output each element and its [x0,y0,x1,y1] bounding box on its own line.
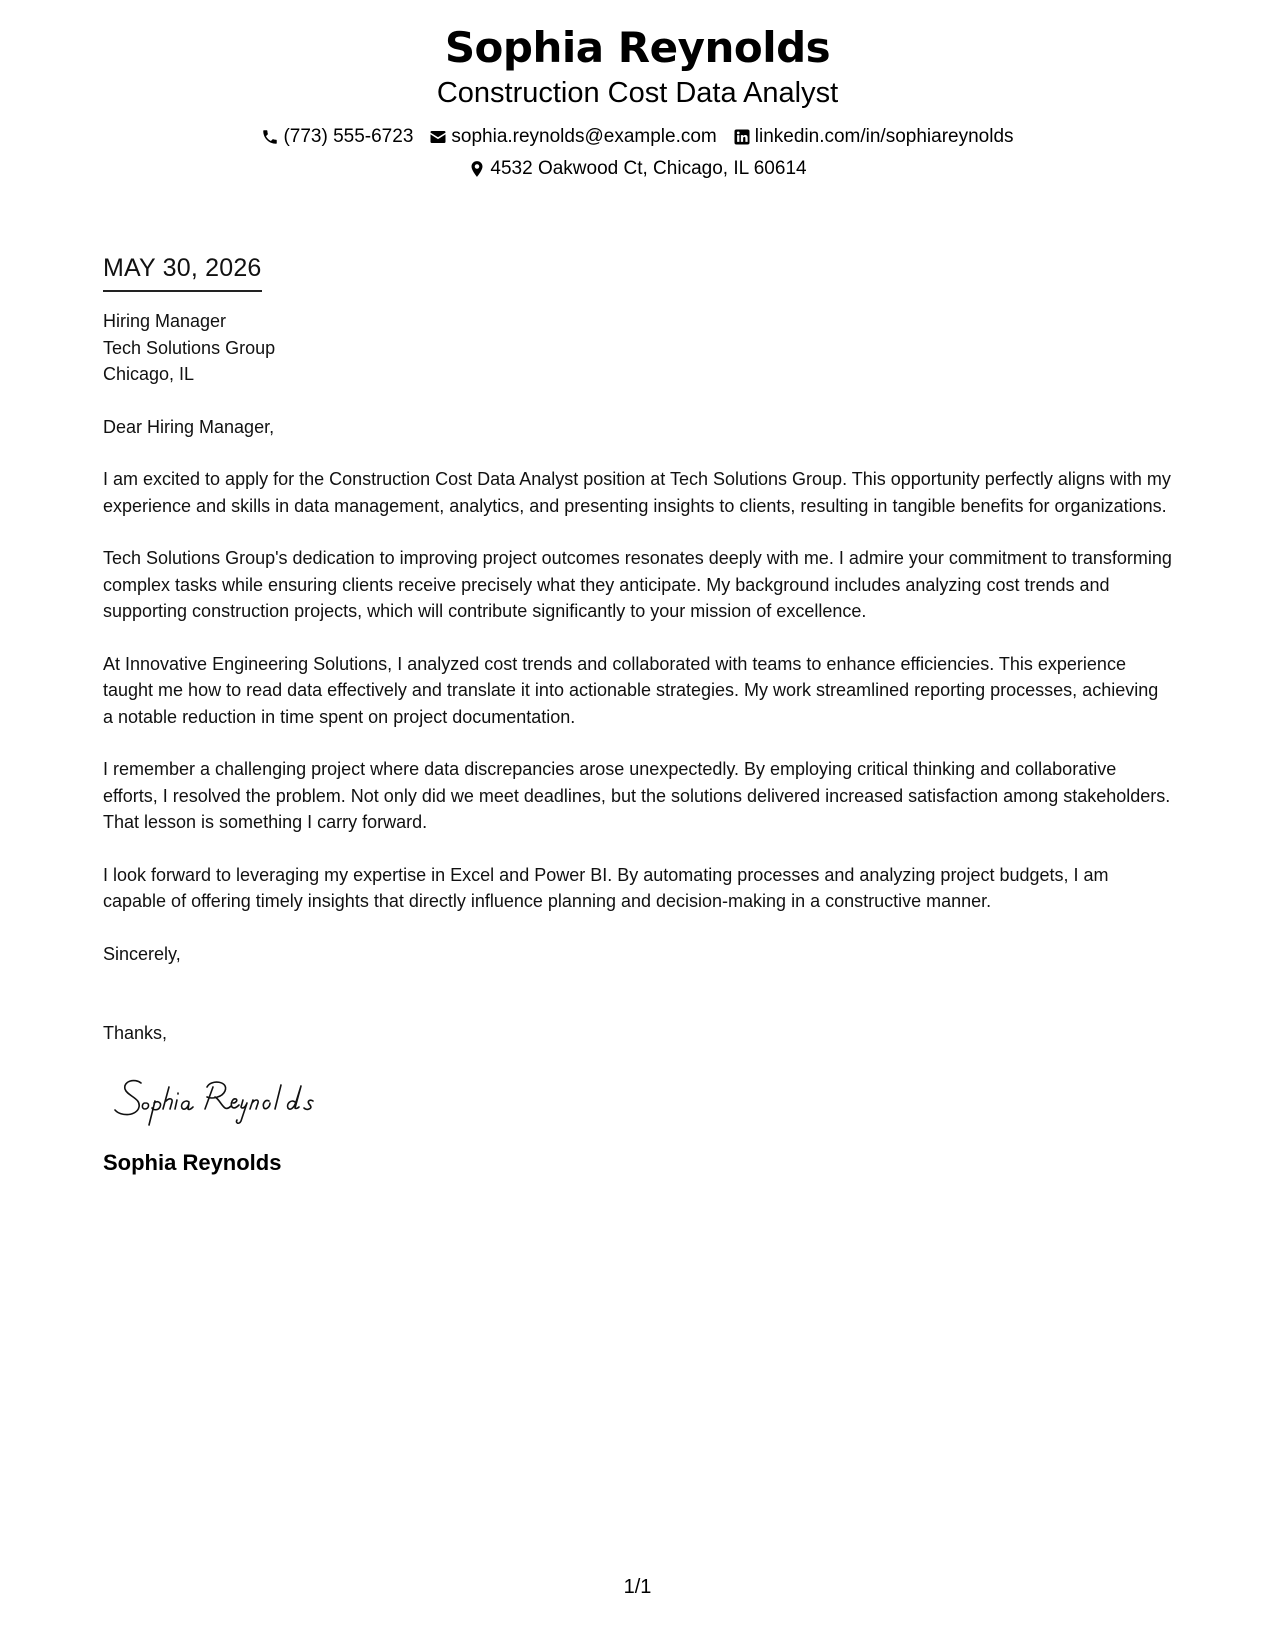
contact-linkedin[interactable] [733,124,1014,150]
signer-name: Sophia Reynolds [103,1149,282,1175]
recipient-location: Chicago, IL [103,364,195,384]
contact-address [468,156,806,182]
handwritten-signature [111,1069,371,1129]
salutation: Dear Hiring Manager, [103,416,275,437]
body-paragraph: At Innovative Engineering Solutions, I analyzed cost trends and collaborated with teams to enhance efficiencies. This experience taught me how to read data effectively and translate it into actionable strategies. My work streamlined reporting processes, achieving a notable reduction in time spent on project documentation. [103,653,1159,727]
map-marker-icon [468,160,486,178]
letterhead [0,20,1275,182]
linkedin-icon [733,128,751,146]
sender-role: Construction Cost Data Analyst [436,77,839,109]
body-paragraph: I am excited to apply for the Construction Cost Data Analyst position at Tech Solutions Group. This opportunity perfectly aligns with my experience and skills in data management, analytics, and presenting insights to clients, resulting in tangible benefits for organizations. [103,469,1171,516]
letter-date: MAY 30, 2026 [103,252,262,292]
body-paragraph: I remember a challenging project where data discrepancies arose unexpectedly. By employing critical thinking and collaborative efforts, I resolved the problem. Not only did we meet deadlines, but the solutions delivered increased satisfaction among stakeholders. That lesson is something I carry forward. [103,759,1171,832]
body-paragraph: I look forward to leveraging my expertise in Excel and Power BI. By automating processes and analyzing project budgets, I am capable of offering timely insights that directly influence planning and decision-making in a constructive manner. [103,864,1109,911]
closing: Sincerely, [103,943,181,964]
contact-phone[interactable] [261,124,413,150]
phone-icon [261,128,279,146]
recipient-title: Hiring Manager [103,311,227,331]
contact-email[interactable] [429,124,716,150]
recipient-company: Tech Solutions Group [103,337,276,358]
body-paragraph: Tech Solutions Group's dedication to improving project outcomes resonates deeply with me. I admire your commitment to transforming complex tasks while ensuring clients receive precisely what they anticipate. My background includes analyzing cost trends and supporting construction projects, which will contribute significantly to your mission of excellence. [103,548,1172,621]
sender-name: Sophia Reynolds [444,23,831,72]
linkedin-text: linkedin.com/in/sophiareynolds [754,126,1014,147]
page-number: 1/1 [623,1576,652,1598]
address-line [0,156,1275,182]
signature-image [111,1069,371,1129]
contact-line [0,124,1275,150]
envelope-icon [429,128,447,146]
letter-body [103,252,1173,1177]
email-text: sophia.reynolds@example.com [451,126,717,147]
phone-text: (773) 555-6723 [283,126,414,147]
recipient-block [103,308,1173,388]
thanks-line: Thanks, [103,1023,168,1043]
address-text: 4532 Oakwood Ct, Chicago, IL 60614 [490,158,807,179]
